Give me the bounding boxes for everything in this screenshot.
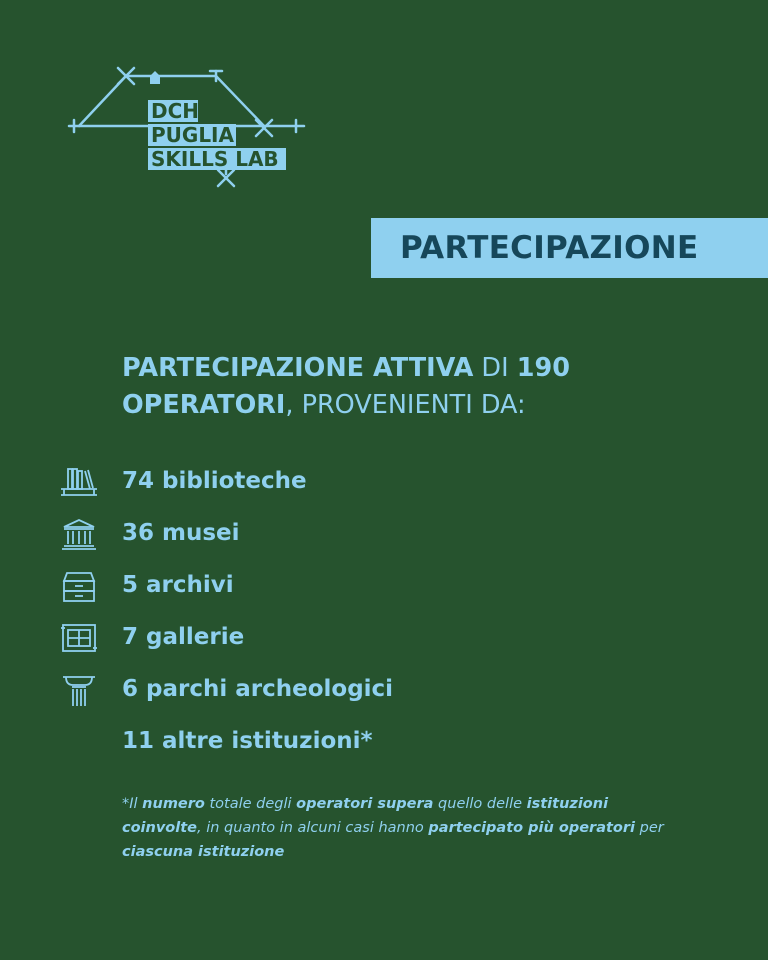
stat-label-galleries: 7 gallerie [122, 624, 245, 650]
logo-line1: DCH [151, 99, 200, 123]
footnote-t10: ciascuna istituzione [122, 844, 285, 860]
logo-line2: PUGLIA [151, 123, 234, 147]
footnote-t8: partecipato più operatori [428, 820, 636, 836]
section-tag: PARTECIPAZIONE [371, 218, 768, 278]
stat-row-archaeological-parks [0, 663, 768, 715]
stat-row-museums [0, 507, 768, 559]
archive-icon [60, 569, 98, 603]
logo-line3: SKILLS LAB [151, 147, 279, 171]
stat-label-libraries: 74 biblioteche [122, 468, 307, 494]
footnote-t5: quello delle [433, 796, 527, 812]
column-icon [60, 673, 98, 707]
stat-label-archaeological-parks: 6 parchi archeologici [122, 676, 394, 702]
footnote [122, 792, 682, 864]
library-icon [60, 465, 98, 499]
stat-row-archives [0, 559, 768, 611]
stat-label-other-institutions: 11 altre istituzioni* [122, 728, 373, 754]
footnote-t4: operatori supera [296, 796, 434, 812]
footnote-t6: istituzioni coinvolte [122, 796, 609, 836]
footnote-t9: per [635, 820, 664, 836]
stat-row-other-institutions [0, 715, 768, 767]
headline-bold-3: 190 [516, 353, 570, 383]
headline-text-2: DI [473, 353, 517, 383]
footnote-t2: numero [142, 796, 205, 812]
stat-row-galleries [0, 611, 768, 663]
headline-bold-1: PARTECIPAZIONE ATTIVA [122, 353, 474, 383]
museum-icon [60, 517, 98, 551]
headline-text-5: , PROVENIENTI DA: [285, 390, 526, 420]
footnote-t7: , in quanto in alcuni casi hanno [197, 820, 429, 836]
stat-label-museums: 36 musei [122, 520, 240, 546]
footnote-t3: totale degli [204, 796, 297, 812]
footnote-t1: *Il [122, 796, 143, 812]
stat-label-archives: 5 archivi [122, 572, 234, 598]
headline [122, 350, 702, 424]
gallery-icon [60, 621, 98, 655]
logo-graphic [64, 62, 314, 192]
dch-logo [64, 62, 314, 192]
stat-row-libraries [0, 455, 768, 507]
headline-bold-4: OPERATORI [122, 390, 286, 420]
